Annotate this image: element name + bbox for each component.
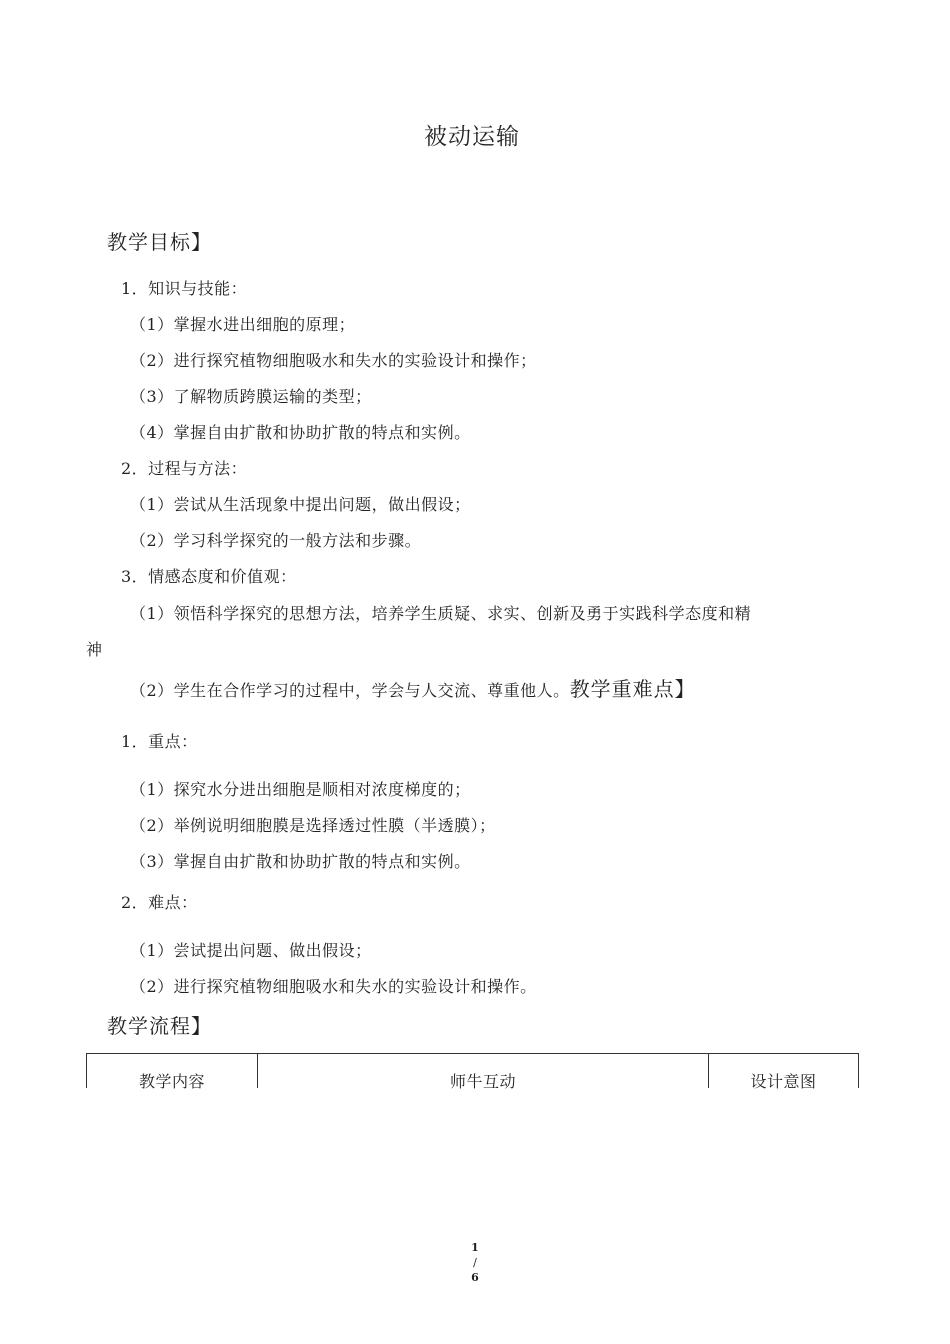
section-heading-flow: 教学流程】 [107, 1014, 212, 1038]
page-separator: / [473, 1256, 477, 1269]
objective-process-1: （1）尝试从生活现象中提出问题，做出假设； [130, 495, 471, 514]
objective-knowledge-3: （3）了解物质跨膜运输的类型； [130, 387, 372, 406]
page-title: 被动运输 [424, 124, 520, 150]
difficult-point-1: （1）尝试提出问题、做出假设； [130, 941, 372, 960]
key-point-1: （1）探究水分进出细胞是顺相对浓度梯度的； [130, 780, 471, 799]
objective-knowledge-4: （4）掌握自由扩散和协助扩散的特点和实例。 [130, 423, 471, 442]
objective-attitude-2-text: （2）学生在合作学习的过程中，学会与人交流、尊重他人。 [130, 681, 570, 700]
objective-attitude-1a: （1）领悟科学探究的思想方法，培养学生质疑、求实、创新及勇于实践科学态度和精 [130, 604, 752, 623]
difficult-point-2: （2）进行探究植物细胞吸水和失水的实验设计和操作。 [130, 977, 537, 996]
objective-knowledge: 1．知识与技能： [121, 279, 248, 298]
key-point-3: （3）掌握自由扩散和协助扩散的特点和实例。 [130, 852, 471, 871]
page-total: 6 [471, 1271, 479, 1284]
difficult-point: 2．难点： [121, 893, 198, 912]
section-heading-key-points: 教学重难点】 [569, 677, 696, 701]
table-header-interaction: 师牛互动 [258, 1054, 709, 1088]
table-header-content: 教学内容 [87, 1054, 258, 1088]
objective-knowledge-1: （1）掌握水进出细胞的原理； [130, 315, 356, 334]
objective-attitude-2 [130, 673, 696, 702]
objective-attitude-1b: 神 [86, 640, 103, 659]
table-header-intent: 设计意图 [750, 1071, 817, 1091]
page-current: 1 [471, 1241, 479, 1254]
objective-knowledge-2: （2）进行探究植物细胞吸水和失水的实验设计和操作； [130, 351, 537, 370]
teaching-flow-table [86, 1053, 859, 1091]
key-point: 1．重点： [121, 732, 198, 751]
objective-process-2: （2）学习科学探究的一般方法和步骤。 [130, 531, 422, 550]
objective-process: 2．过程与方法： [121, 459, 248, 478]
key-point-2: （2）举例说明细胞膜是选择透过性膜（半透膜）； [130, 816, 496, 835]
section-heading-objectives: 教学目标】 [107, 230, 212, 254]
page-number [460, 1240, 490, 1285]
objective-attitude: 3．情感态度和价值观： [121, 567, 297, 586]
